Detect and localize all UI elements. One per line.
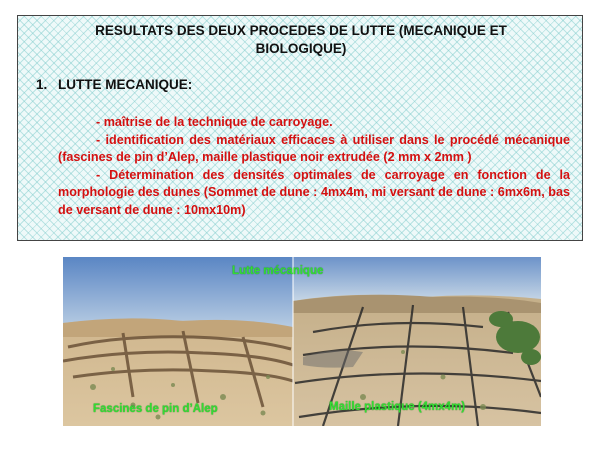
- bullet-item: - identification des matériaux efficaces à utiliser dans le procédé mécanique (fascines de pin d’Alep, maille plastique noir extrudée (2 mm x 2mm ): [58, 132, 570, 164]
- photo-composite: [63, 257, 541, 426]
- bullet-item: - maîtrise de la technique de carroyage.: [96, 115, 333, 129]
- slide-title: RESULTATS DES DEUX PROCEDES DE LUTTE (MECANIQUE ET BIOLOGIQUE): [95, 23, 507, 56]
- section-number: 1.: [36, 77, 48, 92]
- photo-caption-right: Maille plastique (4mx4m): [329, 401, 466, 413]
- photo-caption-top: Lutte mécanique: [232, 265, 324, 277]
- bullet-list: [58, 114, 570, 219]
- photo-caption-left: Fascines de pin d’Alep: [93, 403, 218, 415]
- text-panel: [17, 15, 583, 241]
- photo-fascines: [63, 257, 293, 426]
- bullet-item: - Détermination des densités optimales de carroyage en fonction de la morphologie des dunes (Sommet de dune : 4mx4m, mi versant de dune : 6mx6m, bas de versant de dune : 10mx10m): [58, 167, 570, 217]
- section-heading: [36, 77, 192, 92]
- section-title: LUTTE MECANIQUE:: [58, 77, 193, 92]
